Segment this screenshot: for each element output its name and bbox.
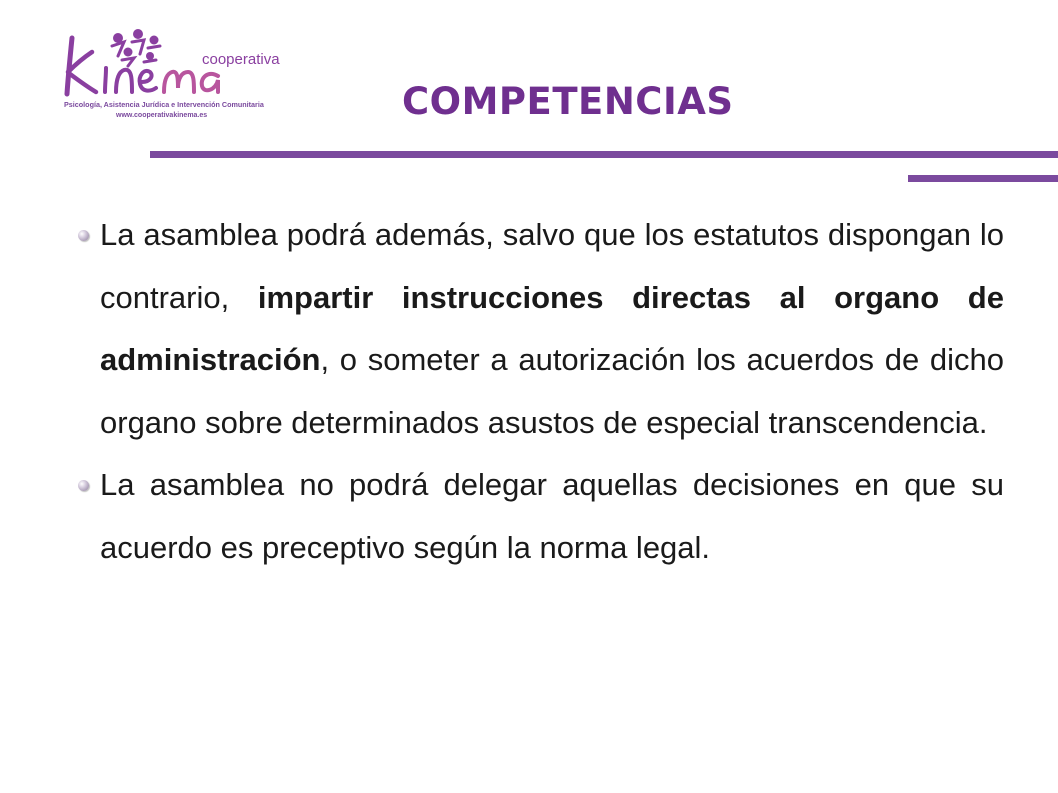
- title-rule-lower: [908, 175, 1058, 182]
- logo-subtitle: Psicología, Asistencia Jurídica e Intervención Comunitaria: [64, 100, 264, 109]
- logo-url: www.cooperativakinema.es: [116, 112, 208, 119]
- bullet-text: La asamblea podrá además, salvo que los estatutos dispongan lo contrario,: [100, 217, 1004, 315]
- kinema-logo: [58, 28, 288, 123]
- kinema-logo-graphic: [58, 28, 288, 123]
- bullet-item: [100, 454, 1004, 579]
- bullet-text: , o someter a autorización los acuerdos de dicho organo sobre determinados asustos de especial transcendencia.: [100, 342, 1004, 440]
- bullet-icon: [78, 230, 89, 241]
- bullet-text: La asamblea no podrá delegar aquellas decisiones en que su acuerdo es preceptivo según la norma legal.: [100, 467, 1004, 565]
- slide-title: COMPETENCIAS: [402, 80, 734, 123]
- logo-tag: cooperativa: [202, 51, 280, 68]
- bullet-item: [100, 204, 1004, 454]
- bullet-text-bold: impartir instrucciones directas al organo de administración: [100, 279, 1004, 377]
- bullet-icon: [78, 480, 89, 491]
- bullet-list: [100, 204, 1004, 579]
- title-rule-upper: [150, 151, 1058, 158]
